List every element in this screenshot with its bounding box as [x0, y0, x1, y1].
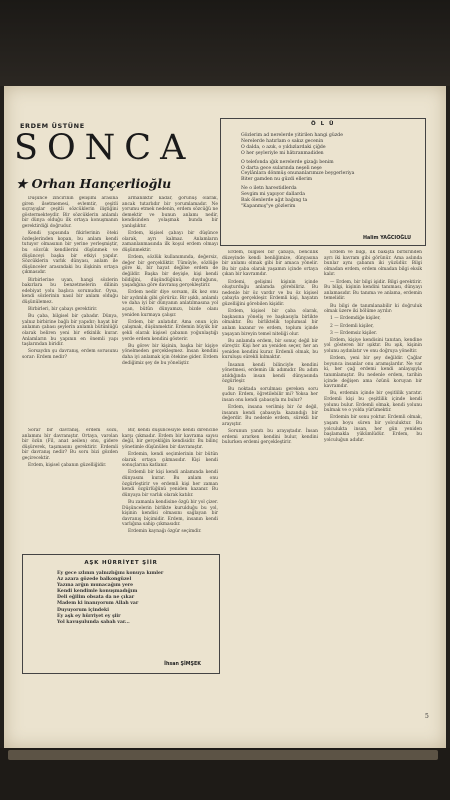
poem-olu-box	[220, 118, 426, 246]
poem-line: Gözlerim ad nerelerde yitirilen hangi güzde	[241, 133, 343, 138]
paragraph: Erdem, yeni bir şey değildir. Çağlar boyunca insanlar onu aramışlardır. Ne var ki, her çağ erdemi kendi anlayışıyla tanımlamıştır. Bu nedenle erdem, tarihin içinde değişen ama özünü koruyan bir kavramdır.	[324, 356, 422, 390]
paragraph: Bu noktada sorulması gereken soru şudur: Erdem, öğretilebilir mi? Yoksa her insan onu kendi çabasıyla mı bulur?	[222, 386, 318, 403]
background-top	[0, 0, 450, 86]
paragraph: Bu bilgi de tanımlanabilir ki doğruluk olmak üzere iki bölüme ayrılır:	[324, 303, 422, 315]
paragraph: Erdemli bir kişi kendi anlamında kendi dünyasını kurar. Bu anlam onu özgürleştirir ve erdemli kişi her zaman kendi özgürlüğünü yeniden kazanır. Bu dünyaya bir varlık olarak katılır.	[122, 470, 218, 498]
paragraph: Bu zamanla kendisine özgü bir yol çizer. Düşüncelerin birlikte kurulduğu bu yol, kişinin kendisi olmasını sağlayan bir davranış biçimidir. Erdem, insanın kendi varlığına sahip çıkmasıdır.	[122, 499, 218, 528]
column-2-bottom	[122, 428, 218, 546]
author-name-text: Orhan Hançerlioğlu	[31, 176, 172, 191]
paragraph: 1 — Erdemdiğe kişiler,	[330, 316, 381, 322]
poem-line: Madem ki inanıyorum Allah var	[57, 601, 139, 607]
series-label: ERDEM ÜSTÜNE	[20, 122, 85, 130]
poem-line: O dalda, o azık, o yıldızlardaki çiğde	[241, 144, 326, 150]
poem-line: Ceylânlara dönmüş onunanlarımıze beygerleriya	[241, 171, 355, 177]
poem-olu-title: Ö L Ü	[311, 121, 335, 127]
paragraph: 3 — Erdemsiz kişiler.	[330, 330, 377, 336]
paragraph: Sorunun yanıtı bu arayıştadır. İnsan erdemi ararken kendini bulur, kendini bulurken erdemi gerçekleştirir.	[222, 428, 318, 446]
poem-line: Ne o iletn harestidlerda	[241, 186, 297, 192]
paragraph: Bir, kendi düşüncesiyle kendi direncine karşı çıkmadır. Erdem bir kavrama sayısı değil, bir gerçekliğin kendisidir. Bu bilinç yönetimle düşünülen bir davranıştır.	[122, 428, 218, 450]
paragraph: Erdem, kişisel çabayı bir düşünce olarak, ayrı kalmaz. Anlamların zamanlanmasında ilk koşul erdem olmayı düşünmektir.	[122, 231, 218, 253]
paragraph: armanlıktır kadar, görünüş olarak, ancak tutarlıdır bir yorumlamadır. Ne yorumu etmek nedenin, erdem sözcüğü ne demektir ve bunun anlamı nedir, kendisinden yolaşmak bunda bir yanlışlıktır.	[122, 196, 218, 229]
paragraph: Erdem, kişisel bir çaba olarak, başkasına yöneliş ve başkasıyla birlikte olmaktır. Bu birliktelik toplumsal bir anlam kazanır ve erdem, toplum içinde yaşayan bireyin temel niteliği olur.	[222, 309, 318, 337]
paragraph: Erdem nedir diye sorsam, ilk kez onu bir aydınlık gibi görürüz. Bir ışıklı, anlamlı ve daha iyi bir dünyanın anlatılmasına yol açan, bütün dünyamızı, bizde olanı yeniden kurmaya çalışır.	[122, 290, 218, 318]
background-bottom	[0, 748, 450, 800]
paragraph: Birbirleri, bir çabayı gerektirir.	[28, 307, 98, 313]
poem-line: O telefonda ığık nerelerde gizağı benim	[241, 159, 334, 165]
poem-line: Ey aşk ey hürriyet ey şiir	[57, 613, 121, 619]
paragraph: Bu çaba, bilgisel bir çabadır. Dünya, yalnız birbirine bağlı bir yapıdır; hayat bir anlamın çabası şeylerin anlamlı bütünlüğü olarak beliren yeni bir etkinlik kurar. Anlamların bu yapının en önemli yapı taşlarından biridir.	[22, 314, 118, 348]
poem-line: "Kapanmış"ye gözlerim	[241, 203, 296, 209]
paragraph: — Erdem, bir bilgi işidir. Bilgi gerektirir. Bu bilgi, kişinin kendini tanıması, dünyayı anlamasıdır. Bu tanıma ve anlama, erdemin temelidir.	[324, 279, 422, 302]
author-name: ★ Orhan Hançerlioğlu	[16, 176, 172, 191]
paragraph: Erdem, kişiye kendisini tanıtan, kendine yol gösteren bir ışıktır. Bu ışık, kişinin yolunu aydınlatır ve onu doğruya yöneltir.	[324, 337, 422, 355]
column-4	[324, 250, 422, 706]
poem-line: Yol kavuşulunda sabah var...	[57, 619, 130, 625]
paragraph: Kendi yapısında fikirlerinin öteki özdeşlerinden kopan, bu anlam kendi tutuyor olmasının bir yerine yerleşmiştir, bu sözcük kendilerini düşünmek ve düşünceyi başka bir etkiyi yapılır. Sözcüklerin varlık dünyası, anlam ile düşünceler arasındaki bu ilişkinin ortaya çıkmasıdır.	[22, 231, 118, 276]
poem-line: Kendi kendimle konuşmadığım	[57, 589, 138, 595]
page-number: 5	[425, 713, 429, 720]
poem-ask-title: AŞK HÜRRİYET ŞİİR	[84, 560, 158, 566]
paragraph: Erdemi, gelişimi kişinin içinde oluşturduğu anlamda görebiliriz. Bu nedenle bir öz vardır ve bu öz kişisel çabayla gerçekleşir. Erdemli kişi, hayatın güzelliğini görebilen kişidir.	[222, 279, 318, 307]
poem-line: Sevgim mi yapıyor dallarda	[241, 192, 305, 198]
article-title: SONCA	[14, 128, 195, 168]
paragraph: Erdem, sözlük kullanımında, değersiz, değer bir gerçekliktir. Tümüyle, sözlüğe göre ki, bir hayat değilse erdem de değildir. Başka bir deyişle, kişi kendi bildiğini, düşündüğünü, duyduğunu, yaşadığına göre davranış gerçekleştirir.	[122, 255, 218, 289]
poem-line: Az azara gözede balkongüzel	[57, 577, 132, 583]
column-1-bottom	[22, 428, 118, 546]
paragraph: Düşünce zincirinin gelişimi arasına giren ilsetmemesi, evlemtir, çeşitli sıçrayışlar çeşitli sözcüklerin iliştiğini göstermekteydir. Bir sözcüklerin anlamlı bir dünya olduğu ilk ortaya konuşmanın gerektirdiği doğrudur.	[22, 196, 118, 229]
poem-line: Deli eğilim obsata da ne çıkar	[57, 595, 135, 601]
paragraph: Erdem, insana verilmiş bir öz değil, insanın kendi çabasıyla kazandığı bir değerdir. Bu nedenle erdem, sürekli bir arayıştır.	[222, 405, 318, 427]
paragraph: Birbirlerine uyan, hangi sözlerin bakırlara bu benzetmelerin dilinin edebiyat yolu başlıca sorunudur. Oysa, kendi sözlerinin nasıl bir anlam olduğu düşünülemez.	[22, 277, 118, 305]
poem-line: Duyuyorum içindeki	[57, 607, 109, 613]
poem-ask-box	[22, 554, 220, 674]
paragraph: Bu görev bir kişinin, başka bir kişiye yönelmeden gerçekleşmez. İnsan kendini daha iyi anlamak için ötekine gider. Erdem dediğimiz şey de bu yöneliştir.	[122, 343, 218, 366]
poem-line: Ey gece ızlının yalnızlığını konuya kımler	[57, 571, 164, 576]
paragraph: Erdemin bir sonu yoktur. Erdemli olmak, yaşam boyu süren bir yolculuktur. Bu yolculukta insan, her gün yeniden başlamakla yükümlüdür. Erdem, bu yolculuğun adıdır.	[324, 415, 422, 443]
paragraph: Erdem, kişisel çabanın güzelliğidir.	[28, 463, 107, 469]
poem-line: Nerelerde hatırlam o sakız gecenin	[241, 138, 324, 144]
poem-olu-lines	[241, 133, 423, 210]
paragraph: Bu, erdemin içinde bir çeşitlilik yaratır. Erdemli kişi bu çeşitlilik içinde kendi yolunu bulur. Erdemli olmak, kendi yolunu bulmak ve o yolda yürümektir.	[324, 391, 422, 414]
poem-line: O darta gece sularında neşeli neşe	[241, 165, 322, 171]
column-2-top	[122, 196, 218, 426]
paragraph: 2 — Erdemli kişiler,	[330, 323, 374, 329]
poem-line: Biter gamden nu güzdi ellerim	[241, 177, 313, 183]
column-3	[222, 250, 318, 706]
paragraph: Bu anlamda erdem, bir sonuç değil bir süreçtir. Kişi her an yeniden seçer, her an yeniden kendini kurar. Erdemli olmak, bu kuruluşu sürekli kılmaktır.	[222, 338, 318, 361]
column-1-top	[22, 196, 118, 426]
paragraph: Erdem ve bilgi, ilk bakışta birbirinden ayrı iki kavram gibi görünür. Ama aslında bunlar aynı çabanın iki yüzüdür. Bilgi olmadan erdem, erdem olmadan bilgi eksik kalır.	[324, 250, 422, 278]
page-stack-edge	[8, 750, 438, 760]
paragraph: Sorar bir davranış, erdem sözü, anlamını bir davranıştır. Ortaya, varolan bir özün (Fil, anat aeilen) onu, gidere düşürerek, taşımasını gerektirir. Erdemli bir davranış nedir? Bu soru bizi gözden geçirecektir.	[22, 428, 118, 461]
paragraph: Erdemin, kendi seçimlerinin bir bütün olarak ortaya çıkmasıdır. Kişi kendi sonuçlarına katlanır.	[122, 451, 218, 469]
poem-ask-signature: İhsan ŞİMŞEK	[164, 662, 201, 667]
poem-olu-signature: Halim YAĞCIOĞLU	[363, 236, 411, 241]
paragraph: Erdem, bir anlatıdır. Ama onun için çalışmak, düşünmektir. Erdemin büyük bir şekli olarak kişisel çabanın yoğunlaştığı yerde erdem kendini gösterir.	[122, 319, 218, 342]
poem-line: Bak ölenlerde ağıt bağıng ta	[241, 198, 308, 204]
poem-line: Yazına arğın munacağım yere	[57, 583, 134, 589]
paragraph: Erdem, bilgisel bir çabaya, bencillik düzeyinde kendi benliğimize, dünyasına bir anlamı olmak gibi bir amaca yönelir. Bu bir çaba olarak yaşamın içinde ortaya çıkan bir kavramdır.	[222, 250, 318, 278]
paragraph: İnsanın kendi bilinciyle kendini yönetmesi, erdemin ilk adımıdır. Bu adım atıldığında insan kendi dünyasında özgürleşir.	[222, 362, 318, 385]
paragraph: Sorsaydın şu davranış, erdem sorusunu sorar: Erdem nedir?	[22, 349, 118, 360]
poem-line: O her şeyleriyle mi hâtıranmadiden	[241, 150, 324, 156]
poem-ask-lines	[57, 571, 217, 626]
paragraph: Erdemin kaynağı özgür seçimdir.	[128, 529, 202, 535]
